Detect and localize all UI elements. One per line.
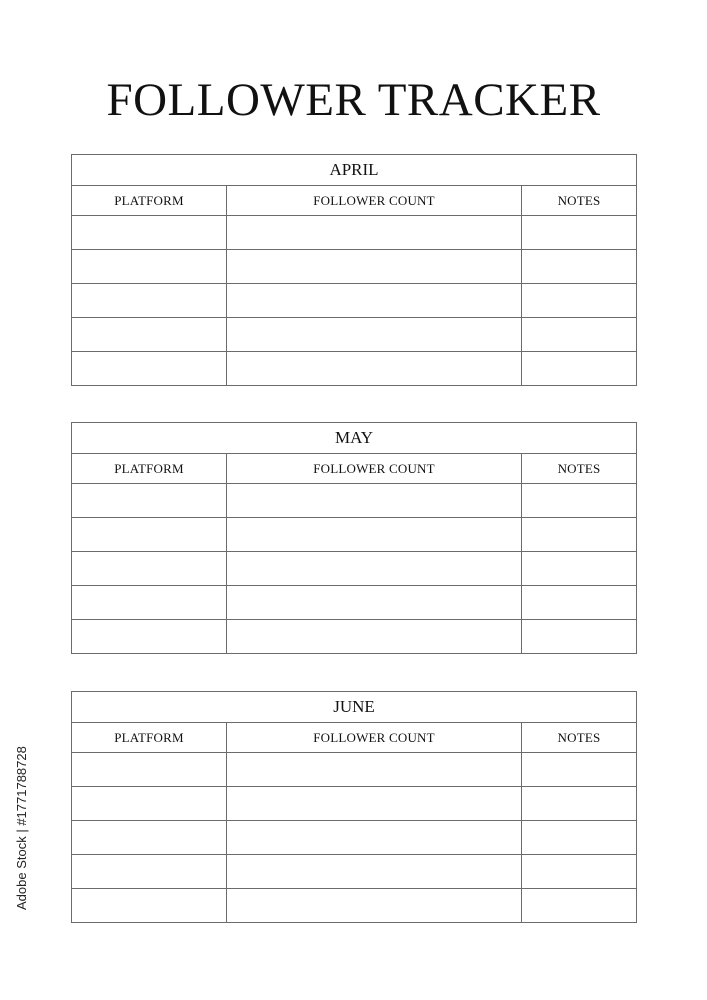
- table-row: [72, 250, 637, 284]
- table-row: [72, 484, 637, 518]
- table-row: [72, 787, 637, 821]
- column-header-follower-count: FOLLOWER COUNT: [227, 723, 522, 753]
- table-row: [72, 889, 637, 923]
- notes-cell[interactable]: [522, 352, 637, 386]
- month-heading: MAY: [72, 423, 637, 454]
- follower-count-cell[interactable]: [227, 787, 522, 821]
- platform-cell[interactable]: [72, 318, 227, 352]
- tracker-table-april: [71, 154, 637, 386]
- platform-cell[interactable]: [72, 216, 227, 250]
- platform-cell[interactable]: [72, 586, 227, 620]
- platform-cell[interactable]: [72, 889, 227, 923]
- column-header-platform: PLATFORM: [72, 186, 227, 216]
- tracker-table-may: [71, 422, 637, 654]
- follower-count-cell[interactable]: [227, 753, 522, 787]
- follower-count-cell[interactable]: [227, 855, 522, 889]
- follower-count-cell[interactable]: [227, 889, 522, 923]
- column-header-follower-count: FOLLOWER COUNT: [227, 186, 522, 216]
- notes-cell[interactable]: [522, 552, 637, 586]
- month-heading: JUNE: [72, 692, 637, 723]
- tracker-table-june: [71, 691, 637, 923]
- notes-cell[interactable]: [522, 586, 637, 620]
- notes-cell[interactable]: [522, 216, 637, 250]
- stock-watermark-id: Adobe Stock | #1771788728: [14, 746, 29, 910]
- notes-cell[interactable]: [522, 787, 637, 821]
- platform-cell[interactable]: [72, 787, 227, 821]
- notes-cell[interactable]: [522, 753, 637, 787]
- platform-cell[interactable]: [72, 552, 227, 586]
- follower-count-cell[interactable]: [227, 821, 522, 855]
- table-row: [72, 284, 637, 318]
- notes-cell[interactable]: [522, 855, 637, 889]
- notes-cell[interactable]: [522, 518, 637, 552]
- table-row: [72, 821, 637, 855]
- follower-count-cell[interactable]: [227, 484, 522, 518]
- follower-count-cell[interactable]: [227, 352, 522, 386]
- platform-cell[interactable]: [72, 620, 227, 654]
- notes-cell[interactable]: [522, 620, 637, 654]
- platform-cell[interactable]: [72, 284, 227, 318]
- table-row: [72, 552, 637, 586]
- notes-cell[interactable]: [522, 889, 637, 923]
- platform-cell[interactable]: [72, 821, 227, 855]
- platform-cell[interactable]: [72, 484, 227, 518]
- column-header-follower-count: FOLLOWER COUNT: [227, 454, 522, 484]
- table-row: [72, 216, 637, 250]
- follower-count-cell[interactable]: [227, 284, 522, 318]
- follower-count-cell[interactable]: [227, 250, 522, 284]
- table-row: [72, 753, 637, 787]
- follower-count-cell[interactable]: [227, 318, 522, 352]
- follower-count-cell[interactable]: [227, 518, 522, 552]
- table-row: [72, 318, 637, 352]
- platform-cell[interactable]: [72, 518, 227, 552]
- notes-cell[interactable]: [522, 318, 637, 352]
- notes-cell[interactable]: [522, 284, 637, 318]
- column-header-platform: PLATFORM: [72, 454, 227, 484]
- table-row: [72, 586, 637, 620]
- platform-cell[interactable]: [72, 250, 227, 284]
- notes-cell[interactable]: [522, 821, 637, 855]
- column-header-notes: NOTES: [522, 186, 637, 216]
- column-header-platform: PLATFORM: [72, 723, 227, 753]
- follower-count-cell[interactable]: [227, 620, 522, 654]
- column-header-notes: NOTES: [522, 723, 637, 753]
- follower-count-cell[interactable]: [227, 552, 522, 586]
- table-row: [72, 518, 637, 552]
- notes-cell[interactable]: [522, 250, 637, 284]
- follower-count-cell[interactable]: [227, 586, 522, 620]
- month-heading: APRIL: [72, 155, 637, 186]
- platform-cell[interactable]: [72, 855, 227, 889]
- follower-count-cell[interactable]: [227, 216, 522, 250]
- page-title: FOLLOWER TRACKER: [106, 74, 601, 126]
- notes-cell[interactable]: [522, 484, 637, 518]
- platform-cell[interactable]: [72, 352, 227, 386]
- table-row: [72, 855, 637, 889]
- platform-cell[interactable]: [72, 753, 227, 787]
- column-header-notes: NOTES: [522, 454, 637, 484]
- table-row: [72, 352, 637, 386]
- table-row: [72, 620, 637, 654]
